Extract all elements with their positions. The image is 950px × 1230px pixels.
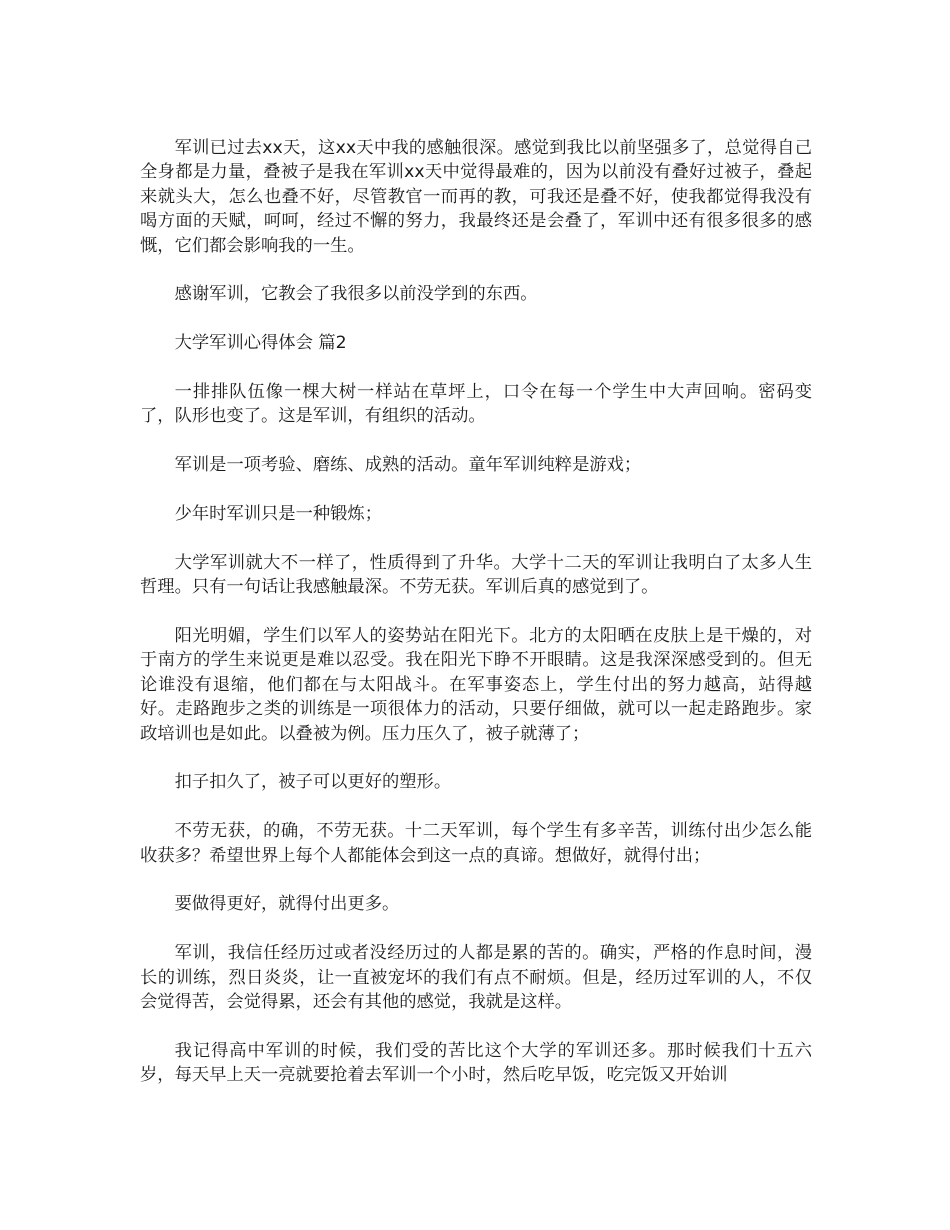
paragraph-5: 军训是一项考验、磨练、成熟的活动。童年军训纯粹是游戏； xyxy=(174,455,642,476)
paragraph-12: 军训，我信任经历过或者没经历过的人都是累的苦的。确实，严格的作息时间，漫长的训练，烈日炎炎，让一直被宠坏的我们有点不耐烦。但是，经历过军训的人，不仅会觉得苦，会觉得累，还会有其他的感觉，我就是这样。 xyxy=(140,943,812,1013)
paragraph-10: 不劳无获，的确，不劳无获。十二天军训，每个学生有多辛苦，训练付出少怎么能收获多？希望世界上每个人都能体会到这一点的真谛。想做好，就得付出； xyxy=(140,821,812,866)
paragraph-9: 扣子扣久了，被子可以更好的塑形。 xyxy=(174,772,452,793)
paragraph-2: 感谢军训，它教会了我很多以前没学到的东西。 xyxy=(174,284,538,305)
paragraph-7: 大学军训就大不一样了，性质得到了升华。大学十二天的军训让我明白了太多人生哲理。只有一句话让我感触最深。不劳无获。军训后真的感觉到了。 xyxy=(140,552,812,598)
paragraph-1: 军训已过去xx天，这xx天中我的感触很深。感觉到我比以前坚强多了，总觉得自己全身都是力量，叠被子是我在军训xx天中觉得最难的，因为以前没有叠好过被子，叠起来就头大，怎么也叠不好，尽管教官一而再的教，可我还是叠不好，使我都觉得我没有喝方面的天赋，呵呵，经过不懈的努力，我最终还是会叠了，军训中还有很多很多的感慨，它们都会影响我的一生。 xyxy=(140,138,812,256)
document-body xyxy=(140,136,812,1112)
paragraph-6: 少年时军训只是一种锻炼； xyxy=(174,504,382,525)
paragraph-11: 要做得更好，就得付出更多。 xyxy=(174,894,400,915)
paragraph-8: 阳光明媚，学生们以军人的姿势站在阳光下。北方的太阳晒在皮肤上是干燥的，对于南方的学生来说更是难以忍受。我在阳光下睁不开眼睛。这是我深深感受到的。但无论谁没有退缩，他们都在与太阳战斗。在军事姿态上，学生付出的努力越高，站得越好。走路跑步之类的训练是一项很体力的活动，只要仔细做，就可以一起走路跑步。家政培训也是如此。以叠被为例。压力压久了，被子就薄了； xyxy=(140,626,812,744)
section-heading: 大学军训心得体会 篇2 xyxy=(174,333,347,354)
paragraph-4: 一排排队伍像一棵大树一样站在草坪上，口令在每一个学生中大声回响。密码变了，队形也变了。这是军训，有组织的活动。 xyxy=(140,382,812,427)
paragraph-13: 我记得高中军训的时候，我们受的苦比这个大学的军训还多。那时候我们十五六岁，每天早上天一亮就要抢着去军训一个小时，然后吃早饭，吃完饭又开始训 xyxy=(140,1040,812,1086)
